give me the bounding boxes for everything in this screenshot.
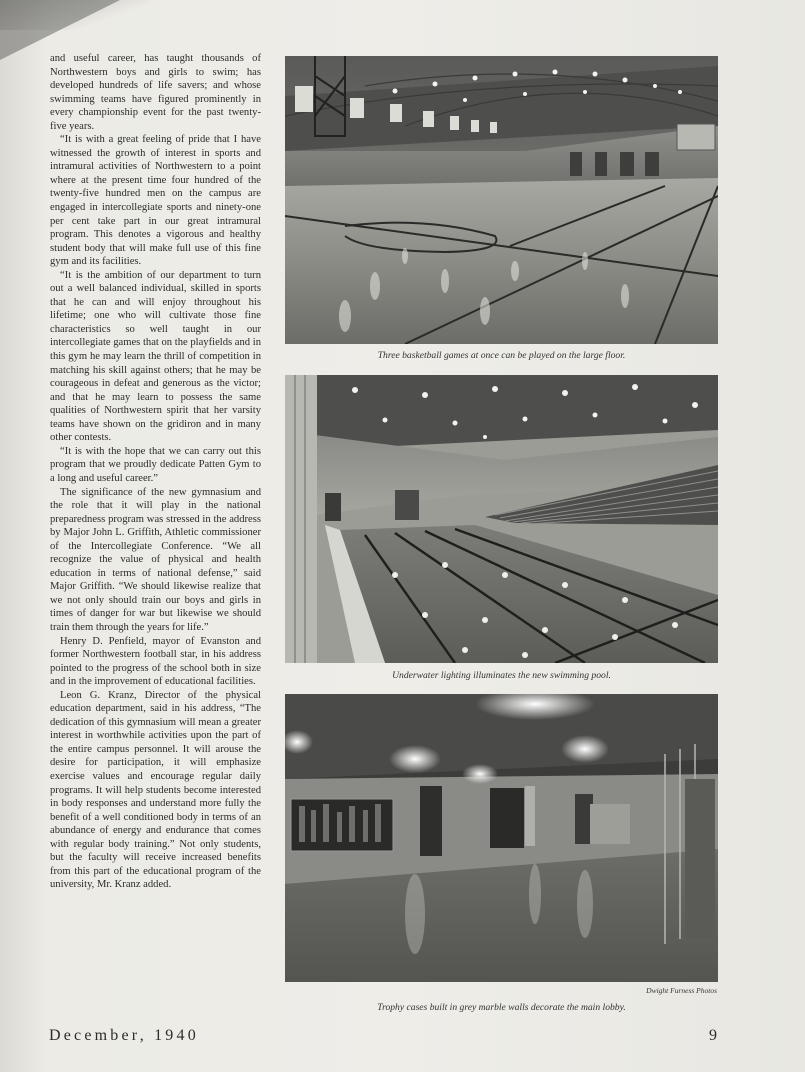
issue-date-footer: December, 1940 (49, 1027, 199, 1044)
swimming-pool-photo (285, 375, 718, 663)
main-lobby-photo (285, 694, 718, 982)
article-paragraph: “It is the ambition of our department to turn out a well balanced individual, skilled in sports that he can and will enjoy throughout his lifetime; one who will cultivate those fine characteristics so well taught in our intercollegiate games that on the playfields and in this gym he may learn the thrill of competition in matching his skill against others; that he may be courageous in defeat and generous as the victor; and that he may learn to possess the same qualities of Northwestern spirit that her varsity teams have shown on the gridiron and in many other contests. (50, 269, 261, 444)
pool-photo-caption: Underwater lighting illuminates the new swimming pool. (392, 670, 611, 681)
lobby-photo-caption: Trophy cases built in grey marble walls decorate the main lobby. (377, 1002, 626, 1013)
article-paragraph: The significance of the new gymnasium and the role that it will play in the national preparedness program was stressed in the address by Major John L. Griffith, Athletic commissioner of the Intercollegiate Conference. “We all recognize the value of physical and health education in terms of national defense,” said Major Griffith. “We should likewise realize that we not only should train our boys and girls in times of danger for war but likewise we should train them through the years for life.” (50, 486, 261, 633)
article-paragraph: Leon G. Kranz, Director of the physical education department, said in his address, “The dedication of this gymnasium will mean a greater interest in worthwhile activities upon the part of the entire campus personnel. It will arouse the desire for participation, it will emphasize exercise values and encourage regular daily programs. It will help students become interested in body responses and understand more fully the benefit of a well conditioned body in terms of an abundance of energy and endurance that comes with regular body training.” Not only students, but the faculty will receive increased benefits from this part of the educational program of the university, Mr. Kranz added. (50, 689, 261, 891)
photo-credit: Dwight Furness Photos (646, 986, 717, 995)
article-paragraph: “It is with a great feeling of pride that I have witnessed the growth of interest in sports and intramural activities of Northwestern to a point where at the present time four hundred of the twenty-five hundred men on the campus are engaged in intercollegiate sports and ninety-one per cent take part in our great intramural program. This denotes a vigorous and healthy student body that will make full use of this fine gym and its facilities. (50, 134, 261, 268)
page-corner-shadow (0, 0, 150, 30)
page-number: 9 (709, 1027, 717, 1044)
gym-floor-photo (285, 56, 718, 344)
gym-photo-caption: Three basketball games at once can be played on the large floor. (377, 350, 626, 361)
article-text-column (50, 52, 261, 892)
article-paragraph: “It is with the hope that we can carry out this program that we proudly dedicate Patten Gym to a long and useful career.” (50, 445, 261, 484)
article-paragraph: and useful career, has taught thousands of Northwestern boys and girls to swim; has developed hundreds of life savers; and whose swimming teams have figured prominently in every championship event for the past twenty-five years. (50, 53, 261, 132)
article-paragraph: Henry D. Penfield, mayor of Evanston and former Northwestern football star, in his address pointed to the progress of the school both in size and in the improvement of educational facilities. (50, 635, 261, 688)
